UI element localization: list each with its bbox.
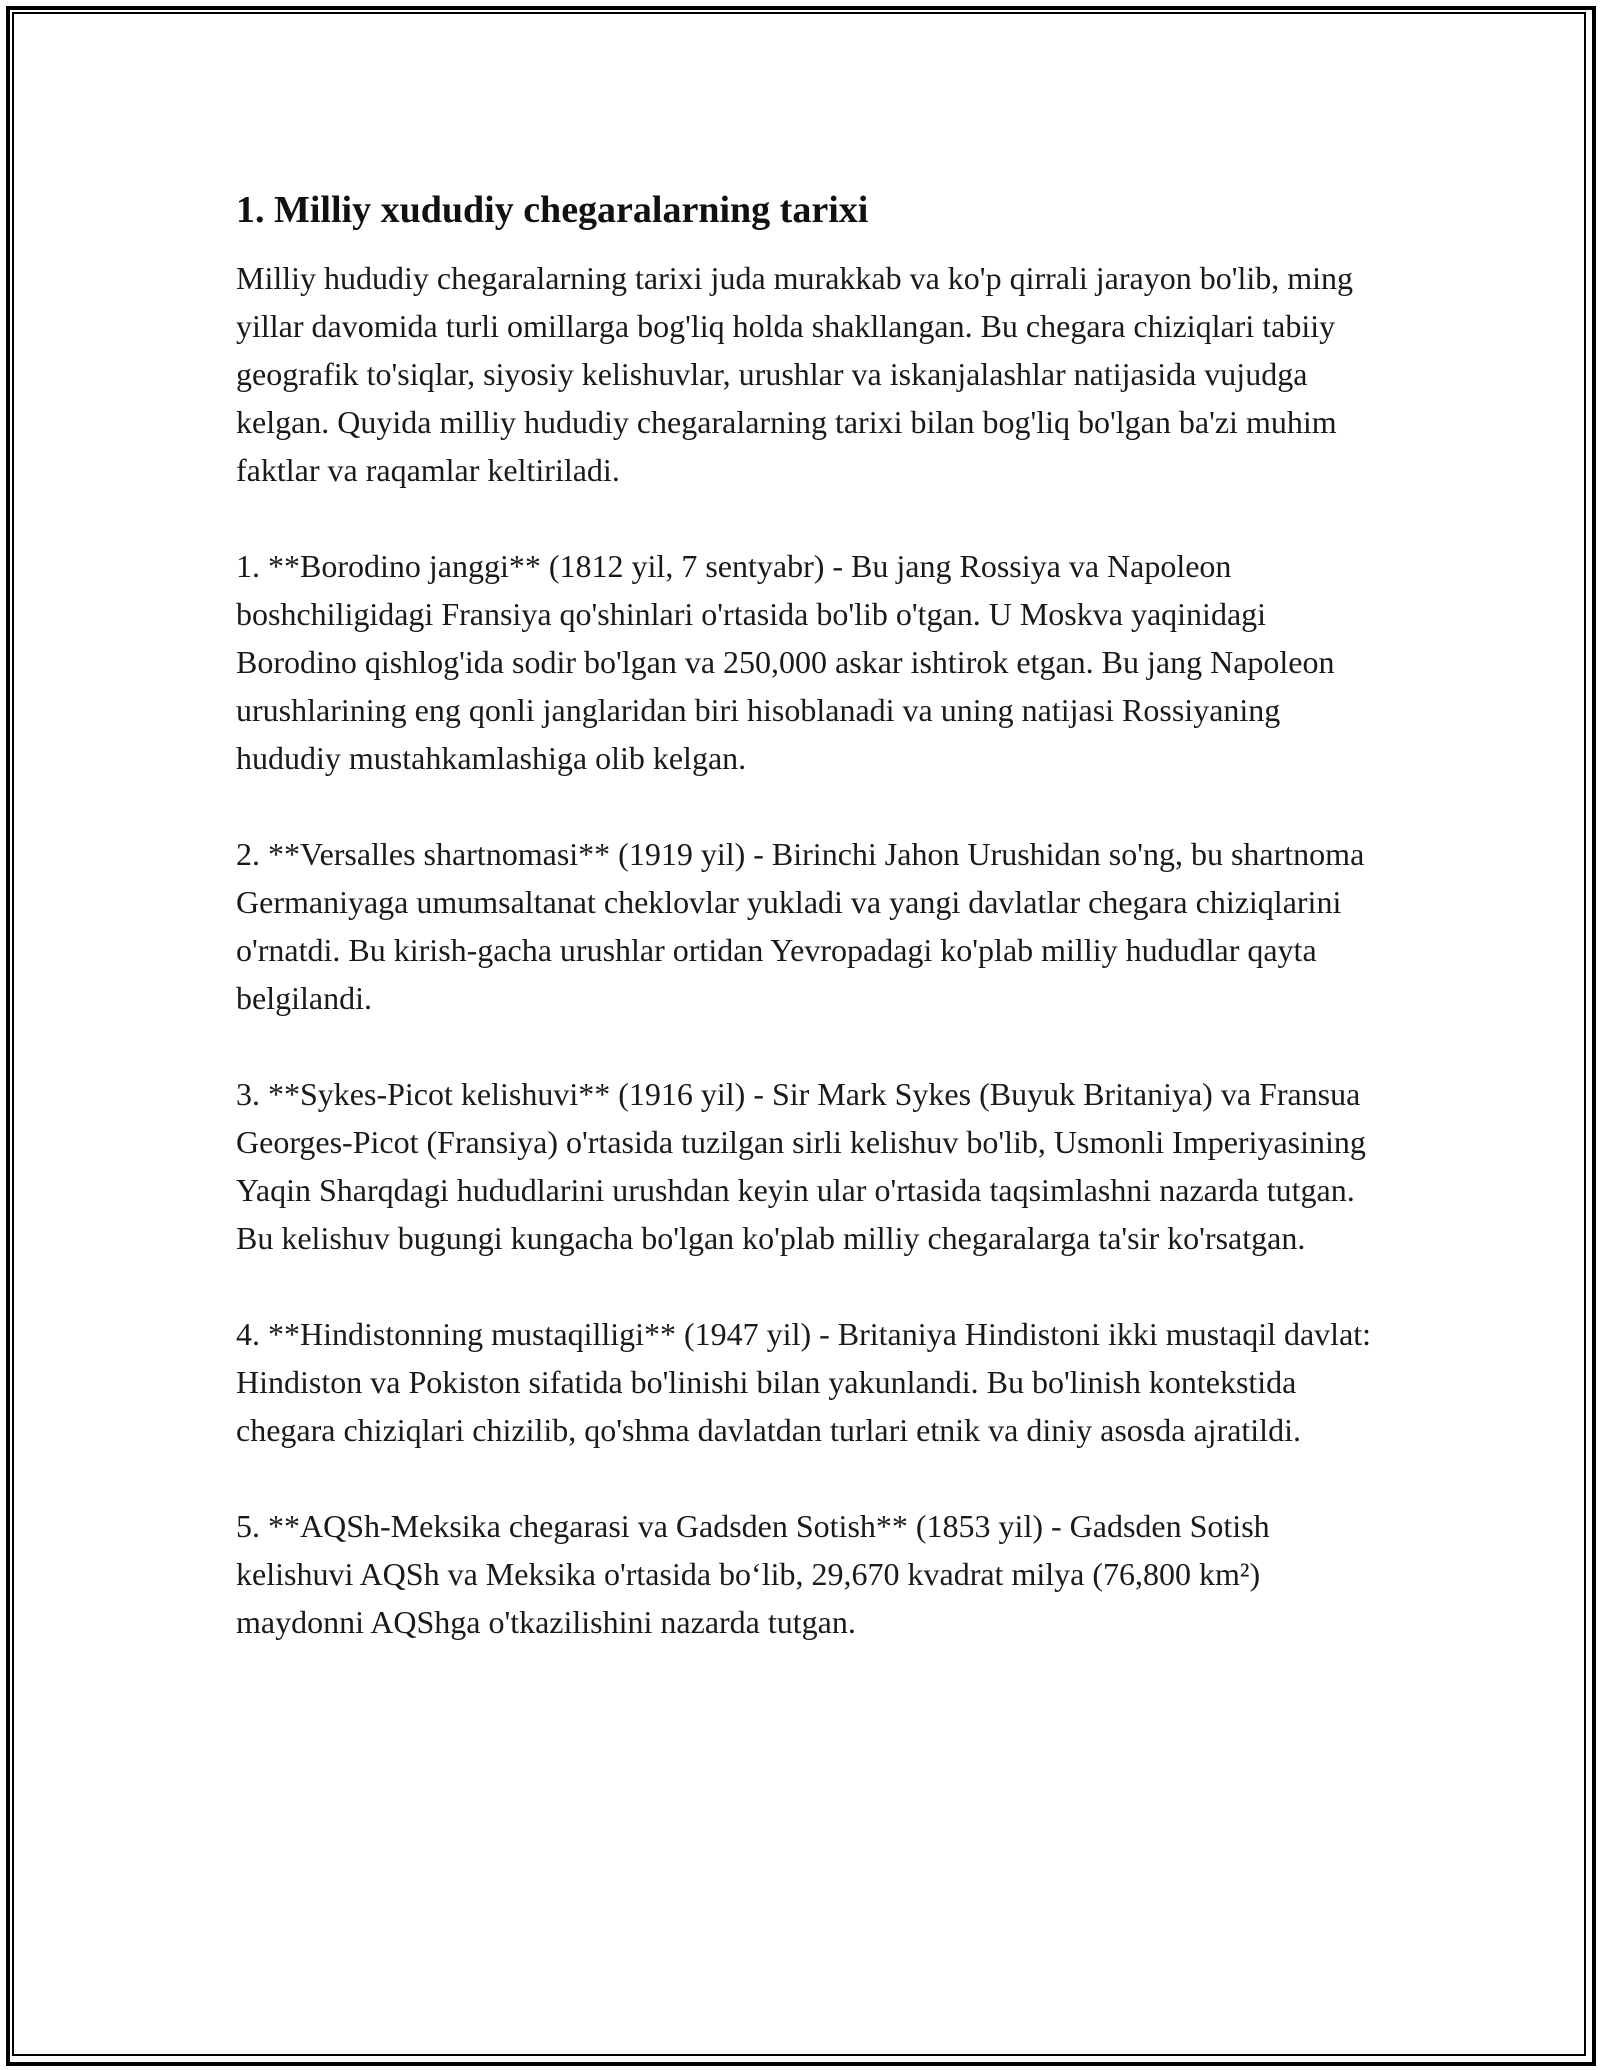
document-body xyxy=(236,186,1376,1646)
list-item-borodino: 1. **Borodino janggi** (1812 yil, 7 sentyabr) - Bu jang Rossiya va Napoleon boshchiligidagi Fransiya qo'shinlari o'rtasida bo'lib o'tgan. U Moskva yaqinidagi Borodino qishlog'ida sodir bo'lgan va 250,000 askar ishtirok etgan. Bu jang Napoleon urushlarining eng qonli janglaridan biri hisoblanadi va uning natijasi Rossiyaning hududiy mustahkamlashiga olib kelgan. xyxy=(236,548,1335,776)
intro-paragraph: Milliy hududiy chegaralarning tarixi juda murakkab va ko'p qirrali jarayon bo'lib, ming yillar davomida turli omillarga bog'liq holda shakllangan. Bu chegara chiziqlari tabiiy geografik to'siqlar, siyosiy kelishuvlar, urushlar va iskanjalashlar natijasida vujudga kelgan. Quyida milliy hududiy chegaralarning tarixi bilan bog'liq bo'lgan ba'zi muhim faktlar va raqamlar keltiriladi. xyxy=(236,260,1354,488)
list-item-sykes-picot: 3. **Sykes-Picot kelishuvi** (1916 yil) - Sir Mark Sykes (Buyuk Britaniya) va Fransua Georges-Picot (Fransiya) o'rtasida tuzilgan sirli kelishuv bo'lib, Usmonli Imperiyasining Yaqin Sharqdagi hududlarini urushdan keyin ular o'rtasida taqsimlashni nazarda tutgan. Bu kelishuv bugungi kungacha bo'lgan ko'plab milliy chegaralarga ta'sir ko'rsatgan. xyxy=(236,1076,1366,1256)
document-title: 1. Milliy xududiy chegaralarning tarixi xyxy=(236,189,869,231)
list-item-gadsden: 5. **AQSh-Meksika chegarasi va Gadsden Sotish** (1853 yil) - Gadsden Sotish kelishuvi AQSh va Meksika o'rtasida bo‘lib, 29,670 kvadrat milya (76,800 km²) maydonni AQShga o'tkazilishini nazarda tutgan. xyxy=(236,1508,1270,1640)
list-item-versalles: 2. **Versalles shartnomasi** (1919 yil) - Birinchi Jahon Urushidan so'ng, bu shartnoma Germaniyaga umumsaltanat cheklovlar yukladi va yangi davlatlar chegara chiziqlarini o'rnatdi. Bu kirish-gacha urushlar ortidan Yevropadagi ko'plab milliy hududlar qayta belgilandi. xyxy=(236,836,1365,1016)
list-item-hindiston: 4. **Hindistonning mustaqilligi** (1947 yil) - Britaniya Hindistoni ikki mustaqil davlat: Hindiston va Pokiston sifatida bo'linishi bilan yakunlandi. Bu bo'linish kontekstida chegara chiziqlari chizilib, qo'shma davlatdan turlari etnik va diniy asosda ajratildi. xyxy=(236,1316,1372,1448)
